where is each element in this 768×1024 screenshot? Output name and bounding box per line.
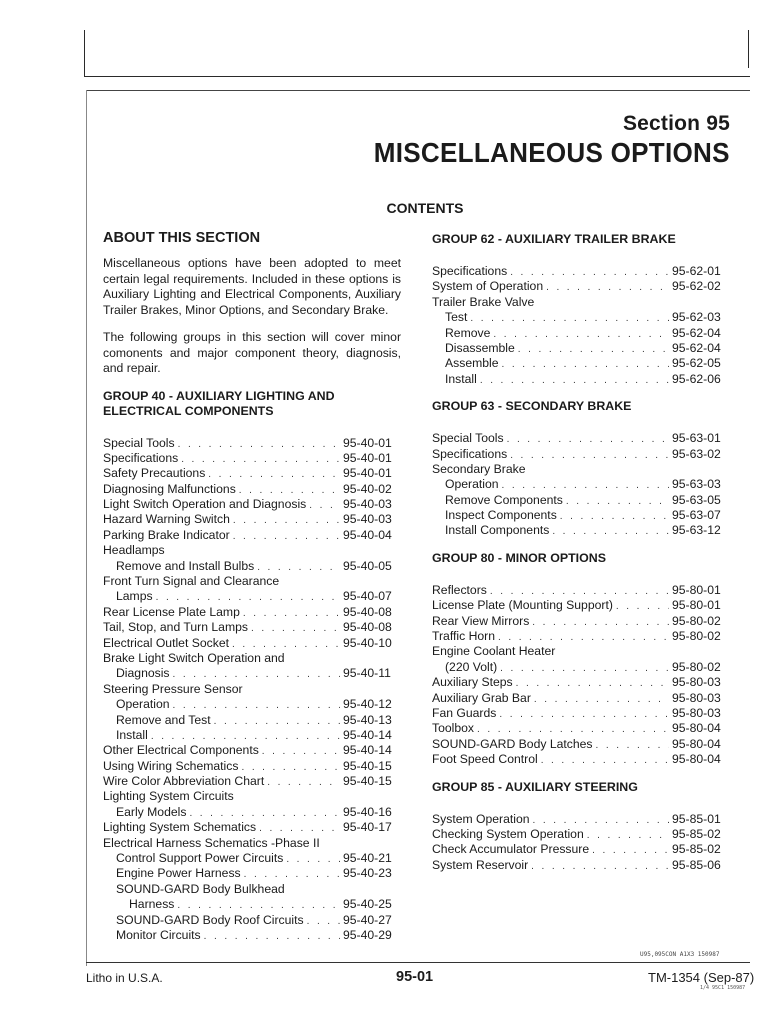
entry-page-number: 95-63-12 (672, 523, 721, 538)
entry-label: Using Wiring Schematics (103, 758, 239, 773)
entry-page-number: 95-40-01 (343, 435, 392, 450)
entry-label: Remove Components (445, 492, 563, 507)
entry-page-number: 95-85-02 (672, 826, 721, 841)
contents-entry (103, 451, 401, 466)
entry-label: Safety Precautions (103, 466, 206, 481)
contents-entry (103, 559, 401, 574)
contents-heading: CONTENTS (386, 200, 464, 216)
entry-label: Engine Power Harness (116, 866, 241, 881)
entry-label: Specifications (103, 450, 179, 465)
leader-dots (244, 867, 340, 882)
footer-litho: Litho in U.S.A. (86, 971, 163, 985)
entry-label: Auxiliary Steps (432, 675, 513, 690)
entry-label: Early Models (116, 804, 187, 819)
group-heading: GROUP 85 - AUXILIARY STEERING (432, 779, 638, 794)
contents-entry (432, 264, 730, 279)
leader-dots (243, 606, 340, 621)
left-groups (103, 389, 401, 944)
entry-page-number: 95-40-10 (343, 635, 392, 650)
entry-page-number: 95-40-14 (343, 743, 392, 758)
contents-entry (103, 836, 401, 851)
about-heading: ABOUT THIS SECTION (103, 230, 261, 246)
contents-entry (432, 737, 730, 752)
contents-entry (432, 523, 730, 538)
contents-entry (432, 752, 730, 767)
contents-entry (432, 493, 730, 508)
contents-entry (432, 583, 730, 598)
entry-page-number: 95-80-02 (672, 629, 721, 644)
contents-entry (103, 482, 401, 497)
contents-entry (103, 512, 401, 527)
entry-label: Inspect Components (445, 508, 557, 523)
entry-page-number: 95-40-08 (343, 620, 392, 635)
entry-label: Checking System Operation (432, 826, 584, 841)
leader-dots (173, 667, 340, 682)
contents-entry (103, 528, 401, 543)
entry-label: License Plate (Mounting Support) (432, 598, 613, 613)
contents-entry (103, 466, 401, 481)
contents-group (432, 399, 730, 539)
leader-dots (178, 437, 340, 452)
entry-page-number: 95-40-13 (343, 712, 392, 727)
contents-entry (103, 820, 401, 835)
entry-label: Electrical Outlet Socket (103, 635, 229, 650)
contents-entry (103, 913, 401, 928)
page-number: 95-01 (396, 969, 434, 985)
scan-frame-right (748, 30, 749, 68)
contents-group (432, 232, 730, 387)
entry-label: Brake Light Switch Operation and (103, 650, 285, 665)
entry-page-number: 95-80-04 (672, 736, 721, 751)
entry-label: Harness (129, 897, 175, 912)
contents-entry (432, 372, 730, 387)
entry-label: Lighting System Circuits (103, 789, 234, 804)
leader-dots (156, 590, 340, 605)
entry-label: Wire Color Abbreviation Chart (103, 774, 265, 789)
leader-dots (531, 859, 669, 874)
entry-label: Special Tools (103, 435, 175, 450)
leader-dots (151, 729, 340, 744)
contents-entry (432, 812, 730, 827)
entry-label: Check Accumulator Pressure (432, 842, 590, 857)
document-stamp-small: 1/4 95C1 150987 (700, 985, 746, 991)
entry-label: Lamps (116, 589, 153, 604)
contents-entry (432, 477, 730, 492)
entry-label: Rear View Mirrors (432, 613, 530, 628)
leader-dots (532, 615, 669, 630)
contents-entry (103, 620, 401, 635)
entry-page-number: 95-63-03 (672, 477, 721, 492)
entry-label: Test (445, 310, 468, 325)
entry-label: Hazard Warning Switch (103, 512, 230, 527)
entry-page-number: 95-85-06 (672, 857, 721, 872)
leader-dots (502, 357, 669, 372)
leader-dots (189, 806, 340, 821)
entry-label: Install (445, 371, 477, 386)
page-top-rule (86, 90, 750, 91)
contents-entry (432, 691, 730, 706)
entry-page-number: 95-80-02 (672, 613, 721, 628)
entry-page-number: 95-40-15 (343, 758, 392, 773)
entry-page-number: 95-63-07 (672, 508, 721, 523)
contents-entry (103, 882, 401, 897)
right-column (432, 232, 730, 885)
document-stamp: U95,095CON A1X3 150987 (640, 951, 720, 958)
entry-page-number: 95-40-12 (343, 697, 392, 712)
entry-page-number: 95-40-27 (343, 912, 392, 927)
entry-label: Auxiliary Grab Bar (432, 690, 531, 705)
entry-label: Parking Brake Indicator (103, 527, 230, 542)
left-column (103, 230, 401, 955)
leader-dots (587, 828, 669, 843)
leader-dots (502, 478, 669, 493)
leader-dots (507, 432, 669, 447)
entry-page-number: 95-80-02 (672, 659, 721, 674)
entry-page-number: 95-80-01 (672, 582, 721, 597)
contents-entry (432, 356, 730, 371)
entry-label: Control Support Power Circuits (116, 851, 284, 866)
entry-page-number: 95-62-02 (672, 279, 721, 294)
entry-label: SOUND-GARD Body Latches (432, 736, 593, 751)
right-groups (432, 232, 730, 873)
leader-dots (516, 676, 669, 691)
entry-page-number: 95-40-01 (343, 450, 392, 465)
entry-page-number: 95-40-29 (343, 928, 392, 942)
contents-entry (432, 706, 730, 721)
entry-label: SOUND-GARD Body Roof Circuits (116, 912, 304, 927)
leader-dots (204, 929, 340, 944)
entry-page-number: 95-85-01 (672, 811, 721, 826)
entry-label: Front Turn Signal and Clearance (103, 574, 280, 589)
scan-frame-left (84, 30, 85, 76)
entry-label: Operation (445, 477, 499, 492)
about-paragraph: The following groups in this section will cover minor comonents and major component theory, diagnosis, and repair. (103, 330, 401, 375)
leader-dots (286, 852, 340, 867)
contents-group (432, 551, 730, 768)
entry-label: Other Electrical Components (103, 743, 259, 758)
section-number: Section 95 (622, 112, 730, 135)
entry-label: Electrical Harness Schematics -Phase II (103, 835, 320, 850)
entry-page-number: 95-40-11 (343, 666, 391, 681)
contents-entry (432, 431, 730, 446)
contents-entry (103, 636, 401, 651)
section-header (347, 112, 730, 169)
entry-page-number: 95-40-03 (343, 512, 392, 527)
contents-entry (103, 897, 401, 912)
entry-page-number: 95-40-04 (343, 527, 392, 542)
contents-entry (103, 866, 401, 881)
leader-dots (546, 280, 669, 295)
entry-label: Specifications (432, 264, 508, 278)
leader-dots (307, 914, 340, 929)
entry-label: Lighting System Schematics (103, 820, 257, 835)
entry-label: Monitor Circuits (116, 928, 201, 942)
group-heading: GROUP 63 - SECONDARY BRAKE (432, 399, 632, 414)
contents-entry (103, 759, 401, 774)
entry-label: Install (116, 727, 148, 742)
entry-page-number: 95-40-08 (343, 604, 392, 619)
entry-label: (220 Volt) (445, 659, 498, 674)
scan-frame-top (84, 76, 750, 77)
entry-label: Steering Pressure Sensor (103, 681, 243, 696)
entry-label: Light Switch Operation and Diagnosis (103, 497, 307, 512)
contents-entry (432, 858, 730, 873)
contents-group (432, 780, 730, 874)
entry-page-number: 95-62-01 (672, 264, 721, 278)
leader-dots (493, 327, 669, 342)
leader-dots (510, 448, 669, 463)
leader-dots (592, 843, 669, 858)
leader-dots (177, 898, 340, 913)
entry-page-number: 95-62-04 (672, 325, 721, 340)
entry-label: Operation (116, 697, 170, 712)
leader-dots (309, 498, 340, 513)
contents-group (103, 389, 401, 944)
manual-number: TM-1354 (Sep-87) (648, 970, 755, 985)
contents-entry (432, 310, 730, 325)
leader-dots (233, 513, 340, 528)
section-title: MISCELLANEOUS OPTIONS (374, 137, 730, 168)
contents-entry (103, 543, 401, 558)
entry-page-number: 95-40-07 (343, 589, 392, 604)
leader-dots (239, 483, 340, 498)
leader-dots (566, 494, 669, 509)
entry-page-number: 95-40-03 (343, 497, 392, 512)
entry-page-number: 95-63-01 (672, 431, 721, 446)
contents-entry (103, 697, 401, 712)
contents-entry (432, 279, 730, 294)
entry-label: Assemble (445, 356, 499, 371)
group-heading: GROUP 40 - AUXILIARY LIGHTING AND ELECTRICAL COMPONENTS (103, 388, 335, 418)
entry-label: Trailer Brake Valve (432, 294, 535, 309)
leader-dots (214, 714, 340, 729)
entry-label: System of Operation (432, 279, 544, 294)
group-heading: GROUP 80 - MINOR OPTIONS (432, 550, 606, 565)
leader-dots (596, 738, 669, 753)
leader-dots (560, 509, 669, 524)
entry-page-number: 95-80-03 (672, 705, 721, 720)
entry-page-number: 95-80-01 (672, 598, 721, 613)
leader-dots (490, 584, 669, 599)
entry-page-number: 95-40-05 (343, 558, 392, 573)
contents-entry (103, 589, 401, 604)
entry-page-number: 95-80-04 (672, 752, 721, 767)
contents-entry (432, 675, 730, 690)
contents-entry (432, 508, 730, 523)
contents-entry (103, 805, 401, 820)
leader-dots (267, 775, 340, 790)
entry-label: Reflectors (432, 582, 487, 597)
entry-page-number: 95-40-01 (343, 466, 392, 481)
leader-dots (251, 621, 340, 636)
leader-dots (232, 637, 340, 652)
contents-entry (432, 341, 730, 356)
contents-entry (103, 713, 401, 728)
contents-entry (432, 629, 730, 644)
entry-label: Headlamps (103, 543, 165, 558)
entry-page-number: 95-63-05 (672, 492, 721, 507)
entry-label: Fan Guards (432, 705, 497, 720)
entry-label: Secondary Brake (432, 461, 526, 476)
page-left-rule (86, 90, 87, 966)
contents-entry (432, 598, 730, 613)
contents-entry (103, 851, 401, 866)
entry-label: Traffic Horn (432, 629, 495, 644)
leader-dots (518, 342, 669, 357)
leader-dots (498, 630, 669, 645)
entry-page-number: 95-62-04 (672, 340, 721, 355)
contents-entry (432, 295, 730, 310)
entry-page-number: 95-80-03 (672, 690, 721, 705)
entry-label: Tail, Stop, and Turn Lamps (103, 620, 248, 635)
contents-entry (103, 682, 401, 697)
contents-entry (432, 660, 730, 675)
footer-rule (86, 962, 750, 963)
entry-page-number: 95-62-03 (672, 310, 721, 325)
contents-entry (103, 789, 401, 804)
contents-entry (103, 497, 401, 512)
contents-entry (432, 447, 730, 462)
entry-page-number: 95-40-17 (343, 820, 392, 835)
leader-dots (477, 722, 669, 737)
leader-dots (552, 524, 669, 539)
entry-page-number: 95-62-05 (672, 356, 721, 371)
entry-label: Install Components (445, 523, 550, 538)
entry-label: System Reservoir (432, 857, 529, 872)
contents-entry (432, 842, 730, 857)
entry-label: Diagnosis (116, 666, 170, 681)
contents-entry (103, 605, 401, 620)
leader-dots (480, 373, 669, 388)
contents-entry (103, 928, 401, 943)
entry-page-number: 95-40-14 (343, 727, 392, 742)
entry-label: Remove (445, 325, 491, 340)
leader-dots (616, 599, 669, 614)
leader-dots (533, 813, 669, 828)
entry-page-number: 95-40-23 (343, 866, 392, 881)
leader-dots (259, 821, 340, 836)
entry-label: Diagnosing Malfunctions (103, 481, 236, 496)
contents-entry (432, 462, 730, 477)
entry-label: Engine Coolant Heater (432, 644, 556, 659)
contents-entry (103, 774, 401, 789)
contents-entry (432, 721, 730, 736)
entry-label: Special Tools (432, 431, 504, 446)
leader-dots (499, 707, 669, 722)
leader-dots (534, 692, 669, 707)
entry-page-number: 95-40-25 (343, 897, 392, 912)
about-paragraph: Miscellaneous options have been adopted to meet certain legal requirements. Included in these options is Auxiliary Lighting and Electrical Components, Auxiliary Trailer Brakes, Minor Options, and Secondary Brake. (103, 256, 401, 317)
entry-label: Toolbox (432, 721, 475, 736)
contents-entry (103, 728, 401, 743)
contents-entry (432, 614, 730, 629)
entry-page-number: 95-40-21 (343, 851, 392, 866)
contents-entry (432, 326, 730, 341)
entry-page-number: 95-62-06 (672, 371, 721, 386)
entry-label: Specifications (432, 446, 508, 461)
leader-dots (257, 560, 340, 575)
leader-dots (233, 529, 340, 544)
entry-page-number: 95-40-16 (343, 804, 392, 819)
leader-dots (262, 744, 340, 759)
entry-label: Rear License Plate Lamp (103, 604, 240, 619)
group-heading: GROUP 62 - AUXILIARY TRAILER BRAKE (432, 232, 676, 246)
leader-dots (181, 452, 340, 467)
contents-entry (103, 436, 401, 451)
leader-dots (470, 311, 669, 326)
entry-label: Remove and Test (116, 712, 211, 727)
leader-dots (500, 661, 669, 676)
leader-dots (173, 698, 340, 713)
entry-page-number: 95-80-04 (672, 721, 721, 736)
contents-entry (432, 644, 730, 659)
entry-page-number: 95-40-15 (343, 774, 392, 789)
entry-label: System Operation (432, 811, 530, 826)
leader-dots (541, 753, 669, 768)
entry-page-number: 95-85-02 (672, 842, 721, 857)
contents-entry (103, 743, 401, 758)
entry-label: Foot Speed Control (432, 752, 538, 767)
entry-label: SOUND-GARD Body Bulkhead (116, 881, 285, 896)
contents-entry (103, 666, 401, 681)
contents-entry (103, 651, 401, 666)
entry-label: Disassemble (445, 340, 515, 355)
leader-dots (241, 760, 340, 775)
entry-page-number: 95-80-03 (672, 675, 721, 690)
leader-dots (510, 265, 669, 280)
leader-dots (208, 467, 340, 482)
entry-page-number: 95-63-02 (672, 446, 721, 461)
contents-entry (103, 574, 401, 589)
entry-label: Remove and Install Bulbs (116, 558, 255, 573)
contents-entry (432, 827, 730, 842)
entry-page-number: 95-40-02 (343, 481, 392, 496)
